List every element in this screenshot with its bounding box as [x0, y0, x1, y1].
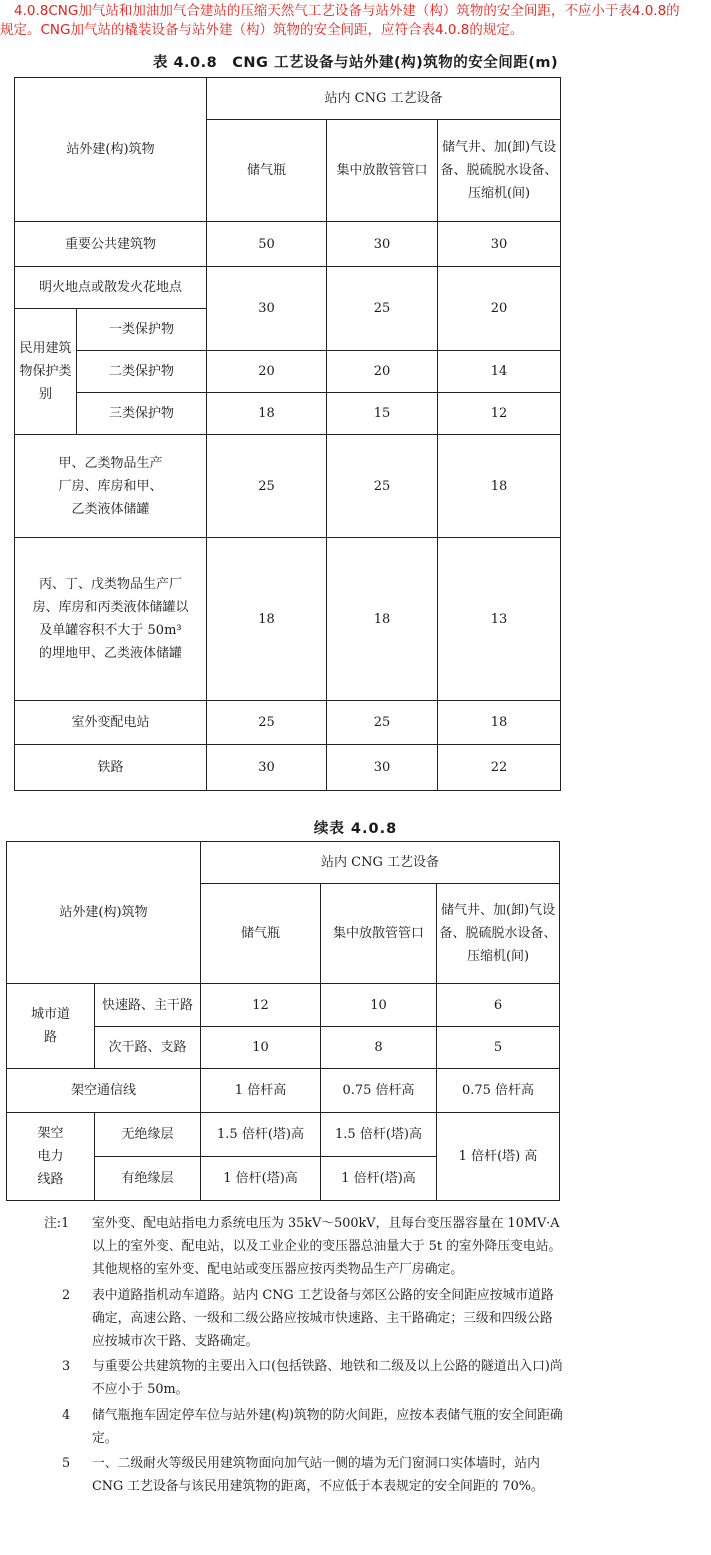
table2-col-header-3: 储气井、加(卸)气设备、脱硫脱水设备、压缩机(间) [437, 884, 560, 984]
table1-cell: 50 [207, 222, 327, 267]
table2-cell: 8 [321, 1027, 437, 1069]
table1-cell: 18 [207, 393, 327, 435]
table2-col-header-2: 集中放散管管口 [321, 884, 437, 984]
table2-cell: 0.75 倍杆高 [321, 1069, 437, 1113]
note-1 [44, 1212, 564, 1282]
table1-group-header: 站内 CNG 工艺设备 [207, 78, 561, 120]
table1-row-label: 重要公共建筑物 [15, 222, 207, 267]
note-3-label: 3 [62, 1359, 71, 1375]
table1-cell: 30 [327, 222, 438, 267]
intro-line-2: 规定。CNG加气站的橇装设备与站外建（构）筑物的安全间距，应符合表4.0.8的规定。 [0, 22, 524, 38]
note-4-label: 4 [62, 1407, 71, 1423]
note-3-text: 与重要公共建筑物的主要出入口(包括铁路、地铁和二级及以上公路的隧道出入口)尚不应小于 50m。 [92, 1359, 563, 1398]
note-2-text: 表中道路指机动车道路。站内 CNG 工艺设备与郊区公路的安全间距应按城市道路确定，高速公路、一级和二级公路应按城市快速路、主干路确定；三级和四级公路应按城市次干路、支路确定。 [92, 1287, 554, 1350]
table2-cell: 12 [201, 984, 321, 1027]
table1-row-label: 室外变配电站 [15, 701, 207, 745]
table1-cell: 18 [207, 538, 327, 701]
table2-power-group-label: 架空电力线路 [7, 1113, 95, 1201]
table1-row-label: 二类保护物 [77, 351, 207, 393]
table2-col-header-1: 储气瓶 [201, 884, 321, 984]
note-2 [44, 1284, 564, 1354]
table2-cell: 1.5 倍杆(塔)高 [201, 1113, 321, 1157]
table2-row-label: 无绝缘层 [95, 1113, 201, 1157]
table1-cell: 18 [438, 701, 561, 745]
table1-cell: 15 [327, 393, 438, 435]
table1-cell: 30 [207, 745, 327, 791]
table1-caption: 表 4.0.8 CNG 工艺设备与站外建(构)筑物的安全间距(m) [152, 55, 559, 71]
table1-cell: 25 [207, 435, 327, 538]
note-3 [44, 1355, 564, 1401]
table2-corner-header: 站外建(构)筑物 [7, 842, 201, 984]
table1-cell: 30 [438, 222, 561, 267]
note-4 [44, 1404, 564, 1450]
table2-cell: 10 [321, 984, 437, 1027]
table1-cell: 20 [207, 351, 327, 393]
table1-cell: 25 [327, 435, 438, 538]
table2-row-label: 有绝缘层 [95, 1157, 201, 1201]
note-5 [44, 1452, 564, 1498]
table2 [6, 841, 560, 1201]
table1 [14, 77, 561, 791]
note-5-text: 一、二级耐火等级民用建筑物面向加气站一侧的墙为无门窗洞口实体墙时，站内 CNG 工艺设备与该民用建筑物的距离，不应低于本表规定的安全间距的 70%。 [92, 1456, 544, 1495]
table2-cell: 1 倍杆高 [201, 1069, 321, 1113]
table1-cell: 18 [327, 538, 438, 701]
table1-row-label: 一类保护物 [77, 309, 207, 351]
intro-text [0, 2, 711, 40]
table1-cell: 25 [207, 701, 327, 745]
table1-cell: 12 [438, 393, 561, 435]
table1-cell: 20 [327, 351, 438, 393]
table2-cell: 1.5 倍杆(塔)高 [321, 1113, 437, 1157]
table2-cell: 1 倍杆(塔)高 [201, 1157, 321, 1201]
table2-group-header: 站内 CNG 工艺设备 [201, 842, 560, 884]
table1-cell: 25 [327, 267, 438, 351]
table1-cell: 22 [438, 745, 561, 791]
table1-row-label: 明火地点或散发火花地点 [15, 267, 207, 309]
table2-cell: 6 [437, 984, 560, 1027]
table2-row-label: 架空通信线 [7, 1069, 201, 1113]
note-4-text: 储气瓶拖车固定停车位与站外建(构)筑物的防火间距，应按本表储气瓶的安全间距确定。 [92, 1407, 563, 1446]
notes [44, 1212, 564, 1500]
note-2-label: 2 [62, 1287, 71, 1303]
table2-road-group-label: 城市道路 [7, 984, 95, 1069]
intro-line-1: 4.0.8CNG加气站和加油加气合建站的压缩天然气工艺设备与站外建（构）筑物的安全间距，不应小于表4.0.8的 [14, 3, 680, 19]
table2-row-label: 次干路、支路 [95, 1027, 201, 1069]
table1-cell: 14 [438, 351, 561, 393]
table2-cell: 1 倍杆(塔)高 [321, 1157, 437, 1201]
table1-cell: 25 [327, 701, 438, 745]
table1-cell: 30 [207, 267, 327, 351]
note-5-label: 5 [62, 1456, 71, 1472]
table1-row-label: 甲、乙类物品生产厂房、库房和甲、乙类液体储罐 [15, 435, 207, 538]
table1-row-label: 铁路 [15, 745, 207, 791]
table1-row-label: 三类保护物 [77, 393, 207, 435]
note-1-label: 注:1 [44, 1216, 70, 1231]
table1-col-header-1: 储气瓶 [207, 120, 327, 222]
table1-row-label: 丙、丁、戊类物品生产厂房、库房和丙类液体储罐以及单罐容积不大于 50m³ 的埋地甲、乙类液体储罐 [15, 538, 207, 701]
table1-civil-group-label: 民用建筑物保护类别 [15, 309, 77, 435]
table2-cell: 0.75 倍杆高 [437, 1069, 560, 1113]
table1-col-header-3: 储气井、加(卸)气设备、脱硫脱水设备、压缩机(间) [438, 120, 561, 222]
table2-caption: 续表 4.0.8 [313, 821, 398, 837]
table2-cell: 1 倍杆(塔) 高 [437, 1113, 560, 1201]
table1-cell: 13 [438, 538, 561, 701]
table2-cell: 10 [201, 1027, 321, 1069]
note-1-text: 室外变、配电站指电力系统电压为 35kV～500kV，且每台变压器容量在 10MV·A 以上的室外变、配电站，以及工业企业的变压器总油量大于 5t 的室外降压变电站。其他规格的室外变、配电站或变压器应按丙类物品生产厂房确定。 [92, 1216, 562, 1278]
table2-row-label: 快速路、主干路 [95, 984, 201, 1027]
table1-cell: 30 [327, 745, 438, 791]
table1-col-header-2: 集中放散管管口 [327, 120, 438, 222]
table1-cell: 18 [438, 435, 561, 538]
table2-cell: 5 [437, 1027, 560, 1069]
table1-corner-header: 站外建(构)筑物 [15, 78, 207, 222]
table1-cell: 20 [438, 267, 561, 351]
